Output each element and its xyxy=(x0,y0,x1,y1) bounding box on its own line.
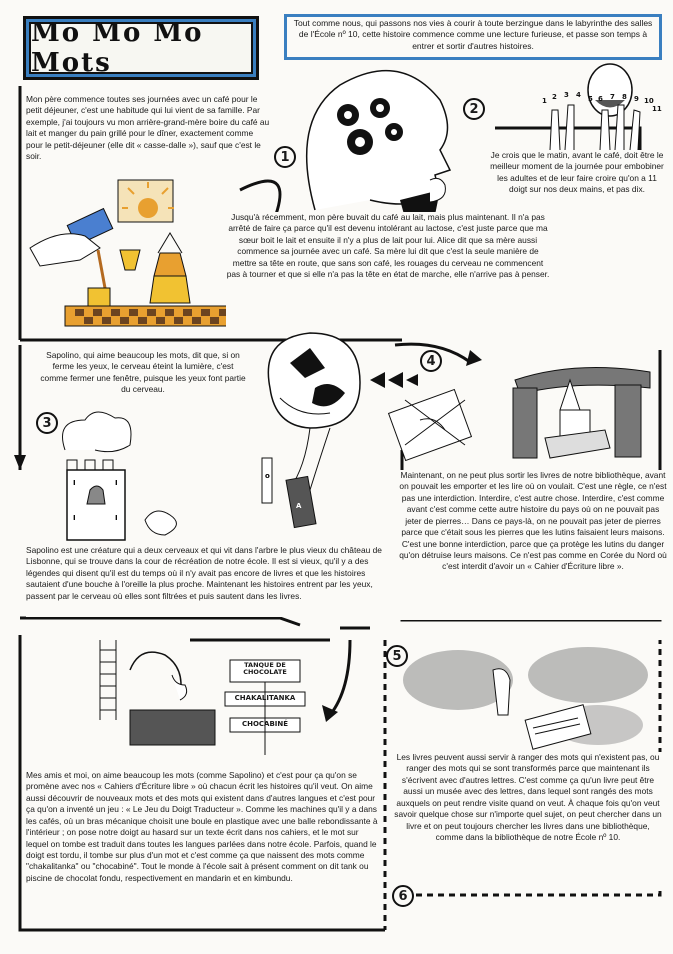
signpost-1-label: TANQUE DE CHOCOLATE xyxy=(243,661,287,677)
intro-text: Tout comme nous, qui passons nos vies à courir à toute berzingue dans le labyrinthe des salles de l'École nº 10, cette histoire commence comme une lecture furieuse, et passe son temps à entrer et sortir d'autres histoires. xyxy=(287,17,659,57)
step-number-4: 4 xyxy=(420,350,442,372)
head-gears-illustration xyxy=(290,60,460,220)
svg-text:11: 11 xyxy=(652,105,662,113)
panel4-illustration xyxy=(395,330,655,470)
svg-text:o: o xyxy=(265,472,270,480)
panel5-text: Les livres peuvent aussi servir à ranger des mots qui n'existent pas, ou ranger des mots qui se sont transformés parce que maintenant ils s'écrivent avec d'autres lettres. C'est comme ça qu'un livre peut être aussi un musée avec des lettres, dans lequel sont rangés des mots auxquels on peut rendre visite quand on veut. À chaque fois qu'on veut savoir quelque chose sur n'importe quel sujet, on peut chercher dans un livre et on peut toujours chercher les livres dans une bibliothèque, comme dans la bibliothèque de notre École nº 10. xyxy=(392,752,664,890)
svg-text:I: I xyxy=(115,479,118,487)
svg-text:5: 5 xyxy=(588,95,593,103)
svg-text:9: 9 xyxy=(634,95,639,103)
svg-text:4: 4 xyxy=(576,91,581,99)
panel3-caption: Sapolino, qui aime beaucoup les mots, dit que, si on ferme les yeux, le cerveau éteint la lumière, c'est comme fermer une fenêtre, puisque les yeux font partie du cerveau. xyxy=(40,350,246,395)
svg-text:7: 7 xyxy=(610,93,615,101)
step-number-5: 5 xyxy=(386,645,408,667)
svg-text:10: 10 xyxy=(644,97,654,105)
svg-text:I: I xyxy=(115,514,118,522)
step-number-3: 3 xyxy=(36,412,58,434)
panel3-tower-illustration xyxy=(35,410,205,540)
panel6-text: Mes amis et moi, on aime beaucoup les mots (comme Sapolino) et c'est pour ça qu'on se promène avec nos « Cahiers d'Écriture libre » où chacun écrit les histoires qu'il veut. On aime aussi découvrir de nouveaux mots et des mots qui existent dans d'autres langues et c'est pour ça qu'on a inventé un jeu : « Le Jeu du Doigt Traducteur ». Comme les machines qu'il y a dans les cafés, où un bras mécanique choisit une boule en plastique avec une balle rebondissante à l'intérieur ; on pose notre doigt au hasard sur un texte écrit dans nos cahiers, et le mot sur lequel on tombe est traduit dans toutes les langues parlées dans notre école. Parfois, quand le doigt est tordu, il tombe sur plus d'un mot et c'est comme ça que naissent des mots comme "chakalitanka" ou "chocabiné". Tout le monde à l'école sait à présent comment on dit tank ou piscine de chocolat fondu, respectivement en mandarin et en kimbundu. xyxy=(26,770,382,928)
panel5-illustration xyxy=(398,640,658,750)
svg-text:8: 8 xyxy=(622,93,627,101)
panel4-text: Maintenant, on ne peut plus sortir les livres de notre bibliothèque, avant on pouvait les emporter et les lire où on voulait. C'est une règle, ce n'est pas une interdiction. Interdire, c'est autre chose. Interdire, c'est comme avant c'est comme cette autre histoire du pays où on ne pouvait pas jeter de pierres… Dans ce pays-là, on ne pouvait pas jeter de pierres parce que c'était sous les pierres que les lutins faisaient leurs maisons. C'est une bonne interdiction, parce que ça protège les lutins du danger qu'on détruise leurs maisons. Ce n'est pas comme en Corée du Nord où c'est interdit d'avoir un « Cahier d'Écriture libre ». xyxy=(398,470,668,620)
panel2b-text: Jusqu'à récemment, mon père buvait du café au lait, mais plus maintenant. Il n'a pas arrêté de faire ça parce qu'il est devenu intolérant au lactose, c'est juste parce que ma sœur boit le lait et ensuite il n'y a plus de lait pour lui. Alice dit que sa mère aussi commence sa journée avec un café. Sa mère lui dit que c'est la seule manière de mettre sa tête en route, que sans son café, les rouages du cerveau ne commencent pas à tourner et que si elle n'a pas la tête en état de marche, elle n'arrive pas à penser. xyxy=(226,212,550,332)
step-number-2: 2 xyxy=(463,98,485,120)
svg-text:2: 2 xyxy=(552,93,557,101)
panel2-text: Je crois que le matin, avant le café, doit être le meilleur moment de la journée pour embobiner les adultes et de leur faire croire qu'on a 11 doigt sur nos deux mains, et pas dix. xyxy=(488,150,666,216)
step-number-6: 6 xyxy=(392,885,414,907)
signpost-2-label: CHAKALITANKA xyxy=(234,694,296,702)
svg-text:I: I xyxy=(73,514,76,522)
panel2-illustration xyxy=(540,55,670,155)
step-number-1: 1 xyxy=(274,146,296,168)
panel1-text: Mon père commence toutes ses journées avec un café pour le petit déjeuner, c'est une habitude qui lui vient de sa famille. Par exemple, j'ai toujours vu mon arrière-grand-mère boire du café au lait et manger du pain grillé pour le dîner, exactement comme pour le petit-déjeuner (elle dit « casse-dalle »), sauf que c'est le soir. xyxy=(26,94,272,166)
signpost-3-label: CHOCABINÉ xyxy=(241,720,289,728)
svg-text:3: 3 xyxy=(564,91,569,99)
svg-text:6: 6 xyxy=(598,95,603,103)
svg-text:1: 1 xyxy=(542,97,547,105)
page-title: Mo Mo Mo Mots xyxy=(31,18,204,78)
sapolino-head-illustration xyxy=(250,318,380,528)
svg-text:A: A xyxy=(296,502,302,510)
panel3-text: Sapolino est une créature qui a deux cerveaux et qui vit dans l'arbre le plus vieux du château de Lisbonne, qui se trouve dans la cour de récréation de notre école. Il est si vieux, qu'il y a des légendes qui disent qu'il est du temps où il n'y avait pas encore de livres et que les histoires sautaient d'une bouche à l'oreille la plus proche. Maintenant les histoires entrent par les yeux, passent par le cerveau où elles sont filtrées et puis sautent dans les livres. xyxy=(26,545,398,617)
svg-text:I: I xyxy=(73,479,76,487)
